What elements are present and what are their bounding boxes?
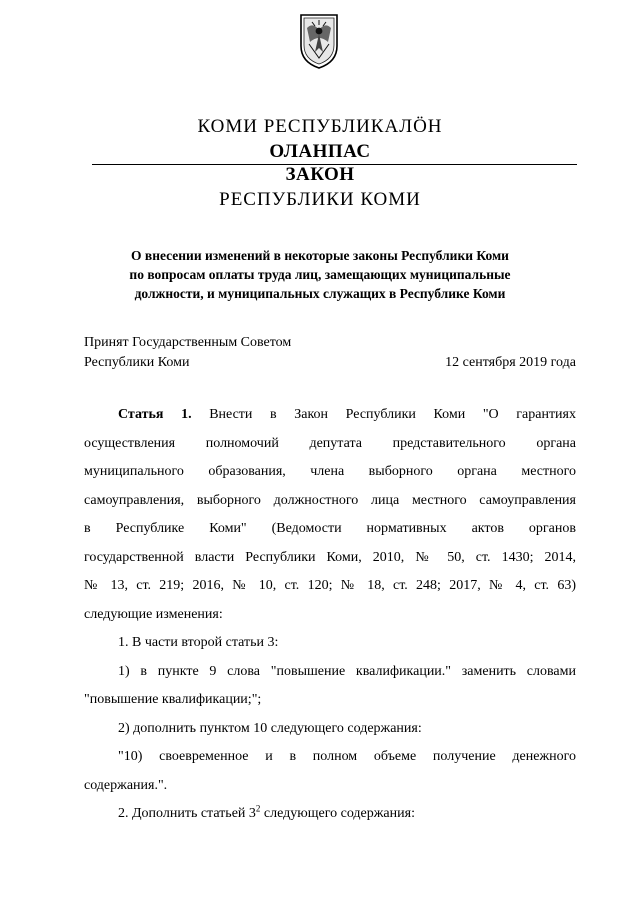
article-label: Статья 1.	[118, 407, 192, 422]
body-line: "повышение квалификации;";	[84, 692, 262, 707]
body-line: содержания.".	[84, 777, 168, 793]
header-zakon: ЗАКОН	[285, 164, 355, 185]
body-line: самоуправления, выборного должностного лица местного самоуправления	[84, 492, 576, 508]
law-title-line: О внесении изменений в некоторые законы Республики Коми	[131, 248, 509, 263]
law-title-line: по вопросам оплаты труда лиц, замещающих муниципальные	[129, 267, 511, 282]
header-republic: РЕСПУБЛИКИ КОМИ	[219, 189, 421, 210]
adoption-line: Республики Коми	[84, 355, 190, 370]
body-line: следующие изменения:	[84, 606, 223, 622]
header-olanpas: ОЛАНПАС	[269, 141, 371, 162]
body-line: осуществления полномочий депутата представительного органа	[84, 435, 576, 451]
body-line: "10) своевременное и в полном объеме получение денежного	[118, 749, 576, 764]
law-body	[84, 401, 576, 829]
body-line: в Республике Коми" (Ведомости нормативных актов органов	[84, 521, 576, 536]
body-line: 2. Дополнить статьей $3^2$ следующего содержания:	[118, 803, 415, 821]
superscript-index: 2	[255, 803, 261, 814]
body-line: государственной власти Республики Коми, 2010, № 50, ст. 1430; 2014,	[84, 549, 576, 565]
coat-of-arms-icon	[298, 12, 340, 70]
body-line: Статья 1. Внести в Закон Республики Коми "О гарантиях	[118, 407, 576, 422]
law-title	[0, 246, 640, 303]
adoption-line: Принят Государственным Советом	[84, 335, 292, 350]
adoption-authority	[84, 333, 291, 373]
body-line: 1. В части второй статьи 3:	[118, 635, 279, 650]
law-title-line: должности, и муниципальных служащих в Республике Коми	[134, 286, 506, 301]
body-line: № 13, ст. 219; 2016, № 10, ст. 120; № 18, ст. 248; 2017, № 4, ст. 63)	[84, 578, 576, 593]
body-line: муниципального образования, члена выборного органа местного	[84, 464, 576, 479]
body-line: 2) дополнить пунктом 10 следующего содержания:	[118, 720, 422, 736]
adoption-date: 12 сентября 2019 года	[445, 355, 576, 370]
body-line: 1) в пункте 9 слова "повышение квалификации." заменить словами	[118, 663, 576, 679]
header-komi-language-title: КОМИ РЕСПУБЛИКАЛӦН	[197, 116, 443, 137]
